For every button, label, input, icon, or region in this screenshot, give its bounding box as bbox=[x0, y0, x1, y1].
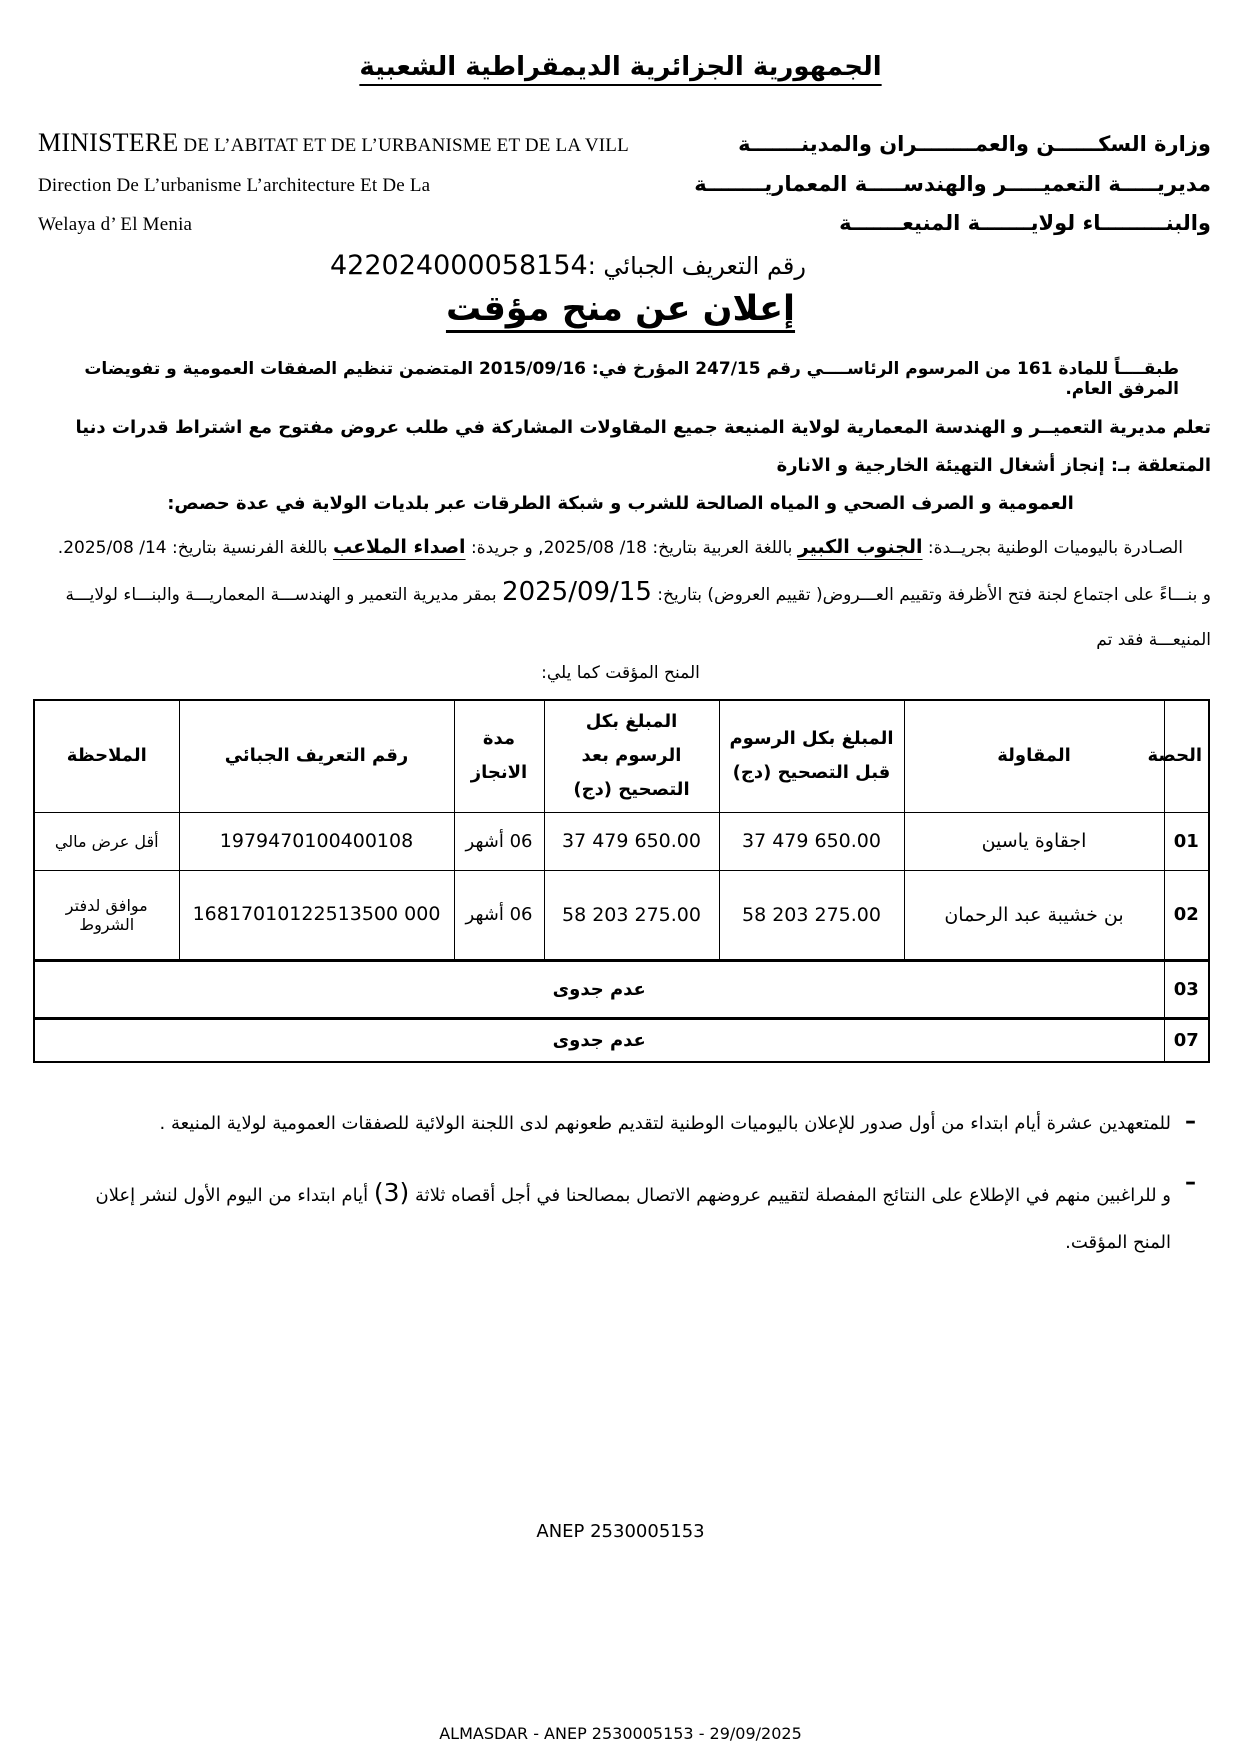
dash-bullet-icon: – bbox=[1185, 1109, 1196, 1135]
column-header-duration: مدة الانجاز bbox=[454, 700, 544, 812]
construction-name-arabic: والبنـــــــــاء لولايـــــــة المنيعـــــــة bbox=[839, 211, 1211, 235]
award-note: أقل عرض مالي bbox=[34, 812, 179, 870]
column-header-lot: الحصة bbox=[1164, 700, 1209, 812]
amount-after-correction: 37 479 650.00 bbox=[544, 812, 719, 870]
appeal-notice-text: للمتعهدين عشرة أيام ابتداء من أول صدور للإعلان باليوميات الوطنية لتقديم طعونهم لدى اللجنة الولائية للصفقات العمومية لولاية المنيعة . bbox=[159, 1113, 1171, 1135]
tender-description-line1: تعلم مديرية التعميــر و الهندسة المعمارية لولاية المنيعة جميع المقاولات المشاركة في طلب عروض مفتوح مع اشتراط قدرات دنيا المتعلقة بـ: إنجاز أشغال التهيئة الخارجية و الانارة bbox=[75, 417, 1211, 476]
letterhead bbox=[0, 128, 1241, 236]
ministry-name-arabic: وزارة السكــــــن والعمــــــــران والمدينـــــــة bbox=[738, 132, 1211, 156]
paragraph-award-intro: المنح المؤقت كما يلي: bbox=[541, 662, 700, 683]
column-header-tax-id: رقم التعريف الجبائي bbox=[179, 700, 454, 812]
ministry-name-french bbox=[38, 128, 629, 158]
letterhead-row-wilaya bbox=[38, 211, 1211, 236]
announcement-title: إعلان عن منح مؤقت bbox=[445, 289, 796, 329]
amount-before-correction: 37 479 650.00 bbox=[719, 812, 904, 870]
direction-name-french: Direction De L’urbanisme L’architecture Et De La bbox=[38, 175, 431, 196]
ministry-rest-french: DE L’ABITAT ET DE L’URBANISME ET DE LA VILL bbox=[178, 135, 629, 156]
results-text-after: أيام ابتداء من اليوم الأول لنشر إعلان المنح المؤقت. bbox=[95, 1185, 1171, 1253]
paragraph-newspapers bbox=[0, 536, 1241, 558]
wilaya-name-french: Welaya d’ El Menia bbox=[38, 214, 193, 235]
paragraph-legal-basis: طبقــــاً للمادة 161 من المرسوم الرئاســــي رقم 247/15 المؤرخ في: 2015/09/16 المتضمن تنظيم الصفقات العمومية و تفويضات المرفق العام. bbox=[84, 359, 1179, 399]
table-row bbox=[34, 1018, 1209, 1062]
newspapers-text-before: الصـادرة باليوميات الوطنية بجريــدة: bbox=[922, 538, 1183, 559]
lot-number: 03 bbox=[1164, 960, 1209, 1018]
evaluation-text-before: و بنـــاءً على اجتماع لجنة فتح الأظرفة وتقييم العـــروض( تقييم العروض) بتاريخ: bbox=[651, 585, 1211, 606]
page-footer: ALMASDAR - ANEP 2530005153 - 29/09/2025 bbox=[439, 1724, 802, 1743]
table-row bbox=[34, 870, 1209, 960]
results-access-notice bbox=[60, 1164, 1196, 1263]
contractor-tax-id: 16817010122513500 000 bbox=[179, 870, 454, 960]
dash-bullet-icon: – bbox=[1185, 1170, 1196, 1196]
table-header-row bbox=[34, 700, 1209, 812]
tax-id-value: 422024000058154 bbox=[330, 250, 588, 281]
contractor-tax-id: 1979470100400108 bbox=[179, 812, 454, 870]
column-header-contractor: المقاولة bbox=[904, 700, 1164, 812]
ministry-word-ministere: MINISTERE bbox=[38, 128, 179, 157]
tax-id-label: رقم التعريف الجبائي : bbox=[587, 252, 806, 280]
table-row bbox=[34, 960, 1209, 1018]
column-header-amount-before: المبلغ بكل الرسوم قبل التصحيح (دج) bbox=[719, 700, 904, 812]
table-row bbox=[34, 812, 1209, 870]
newspaper-french-name: اصداء الملاعب bbox=[332, 536, 466, 559]
newspapers-text-after: باللغة الفرنسية بتاريخ: 14/ 2025/08. bbox=[57, 538, 333, 559]
results-access-text bbox=[60, 1164, 1171, 1263]
lot-number: 07 bbox=[1164, 1018, 1209, 1062]
column-header-note: الملاحظة bbox=[34, 700, 179, 812]
award-note: موافق لدفتر الشروط bbox=[34, 870, 179, 960]
letterhead-row-direction bbox=[38, 172, 1211, 197]
lot-result: عدم جدوى bbox=[34, 1018, 1164, 1062]
results-text-before: و للراغبين منهم في الإطلاع على النتائج المفصلة لتقييم عروضهم الاتصال بمصالحنا في أجل أقصاه ثلاثة bbox=[409, 1185, 1171, 1207]
completion-duration: 06 أشهر bbox=[454, 812, 544, 870]
anep-reference: ANEP 2530005153 bbox=[536, 1521, 705, 1543]
paragraph-tender-description bbox=[0, 409, 1241, 522]
letterhead-row-ministry bbox=[38, 128, 1211, 158]
contractor-name: بن خشيبة عبد الرحمان bbox=[904, 870, 1164, 960]
newspapers-text-mid: باللغة العربية بتاريخ: 18/ 2025/08, و جريدة: bbox=[465, 538, 798, 559]
award-table bbox=[33, 699, 1210, 1063]
lot-result: عدم جدوى bbox=[34, 960, 1164, 1018]
lot-number: 02 bbox=[1164, 870, 1209, 960]
tax-id-line bbox=[0, 250, 1241, 281]
amount-before-correction: 58 203 275.00 bbox=[719, 870, 904, 960]
notes-section bbox=[0, 1103, 1241, 1263]
evaluation-date: 2025/09/15 bbox=[502, 577, 652, 608]
column-header-amount-after: المبلغ بكل الرسوم بعد التصحيح (دج) bbox=[544, 700, 719, 812]
newspaper-arabic-name: الجنوب الكبير bbox=[797, 536, 923, 559]
contractor-name: اجقاوة ياسين bbox=[904, 812, 1164, 870]
days-count: (3) bbox=[373, 1178, 410, 1208]
amount-after-correction: 58 203 275.00 bbox=[544, 870, 719, 960]
lot-number: 01 bbox=[1164, 812, 1209, 870]
republic-title: الجمهورية الجزائرية الديمقراطية الشعبية bbox=[359, 52, 882, 82]
tender-description-line2: العمومية و الصرف الصحي و المياه الصالحة للشرب و شبكة الطرقات عبر بلديات الولاية في عدة حصص: bbox=[167, 492, 1074, 514]
completion-duration: 06 أشهر bbox=[454, 870, 544, 960]
direction-name-arabic: مديريـــــة التعميـــــر والهندســـــة المعماريــــــــة bbox=[694, 172, 1211, 196]
paragraph-evaluation-meeting bbox=[0, 564, 1241, 659]
evaluation-text-after: بمقر مديرية التعمير و الهندســـة المعماريـــة والبنـــاء لولايـــة المنيعـــة فقد تم bbox=[65, 585, 1211, 650]
appeal-notice bbox=[60, 1103, 1196, 1144]
